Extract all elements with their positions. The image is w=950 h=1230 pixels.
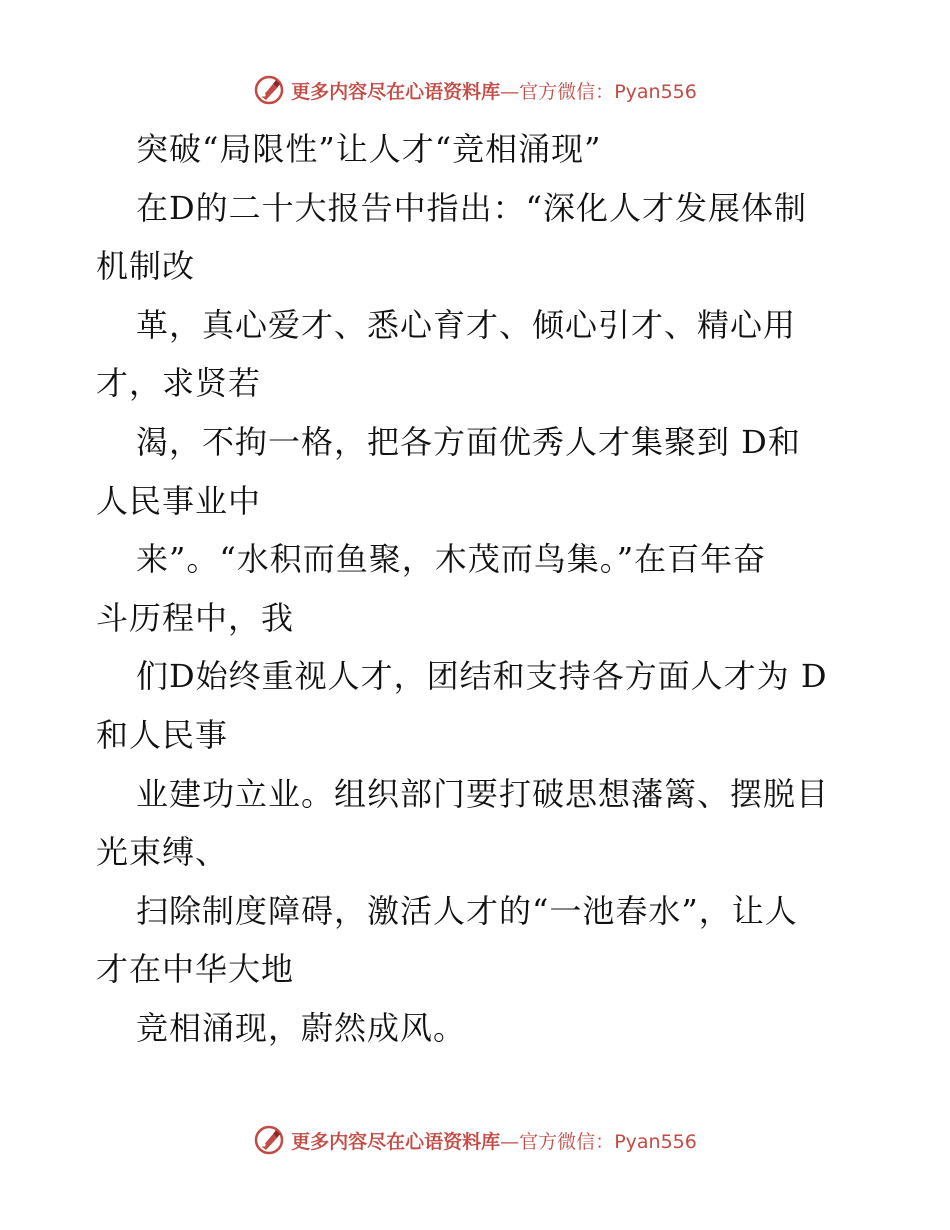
text-line: 业建功立业。组织部门要打破思想藩篱、摆脱目 (136, 774, 830, 813)
document-body (96, 120, 866, 1058)
watermark-dash: — (500, 1130, 520, 1153)
text-line: 才，求贤若 (96, 364, 262, 403)
pen-logo-icon (253, 1124, 285, 1156)
text-line: 来”。“水积而鱼聚，木茂而鸟集。”在百年奋 (136, 540, 767, 579)
text-line: 竞相涌现，蔚然成风。 (136, 1008, 467, 1047)
text-line: 渴，不拘一格，把各方面优秀人才集聚到 D和 (136, 422, 801, 461)
text-line: 在D的二十大报告中指出：“深化人才发展体制 (136, 188, 808, 227)
watermark-dash: — (500, 80, 520, 103)
text-line: 机制改 (96, 247, 196, 286)
watermark-text (291, 77, 697, 104)
footer-watermark (0, 1120, 950, 1160)
watermark-wechat-label: 官方微信： (519, 80, 615, 103)
text-line: 才在中华大地 (96, 950, 295, 989)
watermark-brand: 更多内容尽在心语资料库 (291, 80, 501, 103)
watermark-wechat-id: Pyan556 (614, 80, 697, 103)
text-line: 和人民事 (96, 715, 229, 754)
text-line: 们D始终重视人才，团结和支持各方面人才为 D (136, 657, 828, 696)
watermark-brand: 更多内容尽在心语资料库 (291, 1130, 501, 1153)
text-line: 斗历程中，我 (96, 598, 295, 637)
watermark-text (291, 1127, 697, 1154)
header-watermark (0, 70, 950, 110)
watermark-wechat-label: 官方微信： (519, 1130, 615, 1153)
text-line: 光束缚、 (96, 833, 229, 872)
text-line: 革，真心爱才、悉心育才、倾心引才、精心用 (136, 305, 797, 344)
text-line: 突破“局限性”让人才“竞相涌现” (136, 130, 602, 168)
text-line: 扫除制度障碍，激活人才的“一池春水”，让人 (136, 891, 798, 930)
watermark-wechat-id: Pyan556 (614, 1130, 697, 1153)
pen-logo-icon (253, 74, 285, 106)
text-line: 人民事业中 (96, 481, 262, 520)
